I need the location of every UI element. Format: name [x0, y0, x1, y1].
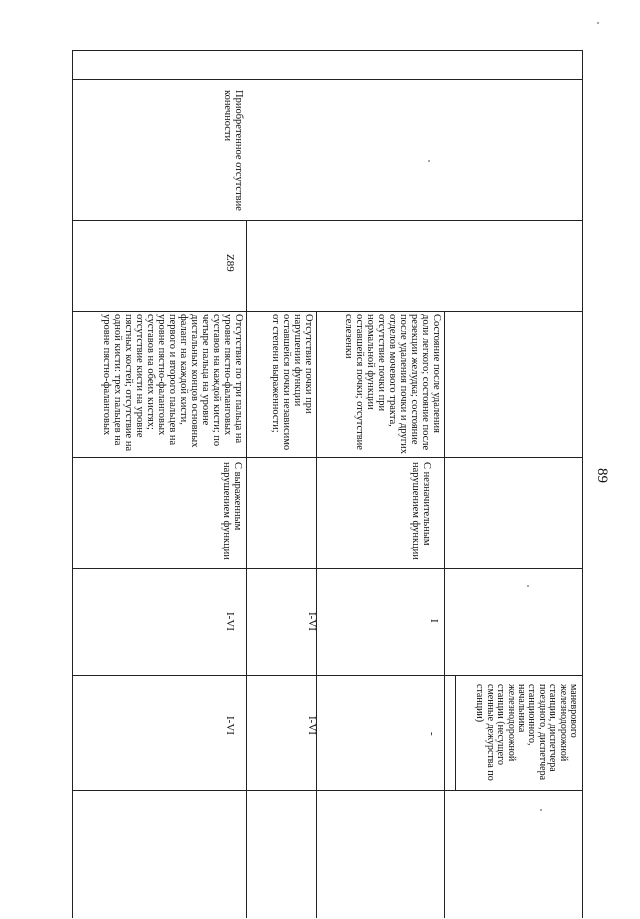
class-2-value: I-VI — [306, 716, 318, 735]
column-divider — [72, 457, 583, 458]
class-1-value: I-VI — [224, 612, 236, 631]
degree-text: С выраженным нарушением функции — [221, 462, 243, 560]
class-2-value: I-VI — [224, 716, 236, 735]
table-border-right — [582, 50, 583, 918]
row-divider — [246, 220, 247, 918]
column-divider — [72, 79, 583, 80]
scan-dot — [540, 809, 542, 811]
scan-dot — [527, 585, 529, 587]
class-mark-dash: - — [426, 732, 438, 736]
scan-dot — [597, 22, 599, 24]
condition-text: Отсутствие почки при нарушении функции оставшейся почки независимо от степени выраженности; — [270, 314, 314, 451]
column-divider — [72, 675, 583, 676]
column-divider — [72, 311, 583, 312]
diagnosis-text: Приобретенное отсутствие конечности — [222, 90, 244, 211]
row-divider — [444, 311, 445, 918]
icd-code: Z89 — [224, 254, 236, 272]
page-number: 89 — [594, 468, 610, 483]
column-divider — [72, 220, 583, 221]
condition-text: Отсутствие по три пальца на уровне пястно-фаланговых суставов на каждой кисти; по четыре пальца на уровне дистальных концов основных фаланг на каждой кисти, первого и второго пальцев на уровне пястно-фаланговых суставов на обеих кистях; отсутствие кисти на уровне пястных костей; отсутствие на одной кисти: трех пальцев на уровне пястно-фаланговых — [101, 314, 244, 452]
table-border-top — [72, 50, 583, 51]
degree-text: С незначительным нарушением функции — [410, 462, 432, 560]
class-1-value: I — [428, 619, 440, 623]
table-border-left — [72, 50, 73, 918]
position-list-text: маневрового железнодорожной станции, диспетчера поездного, диспетчера станционного, начальника железнодорожной станции (несущего сменные дежурства по станции) — [474, 684, 579, 781]
scan-dot — [428, 160, 430, 162]
condition-text: Состояние после удаления доли легкого; состояние после резекции желудка; состояние после удаления почки и других отделов мочевого тракта, отсутствие почки при нормальной функции оставшейся почки; отсутствие селезенки — [343, 314, 442, 454]
class-1-value: I-VI — [306, 612, 318, 631]
row-divider — [455, 675, 456, 790]
column-divider — [72, 568, 583, 569]
column-divider — [72, 790, 583, 791]
